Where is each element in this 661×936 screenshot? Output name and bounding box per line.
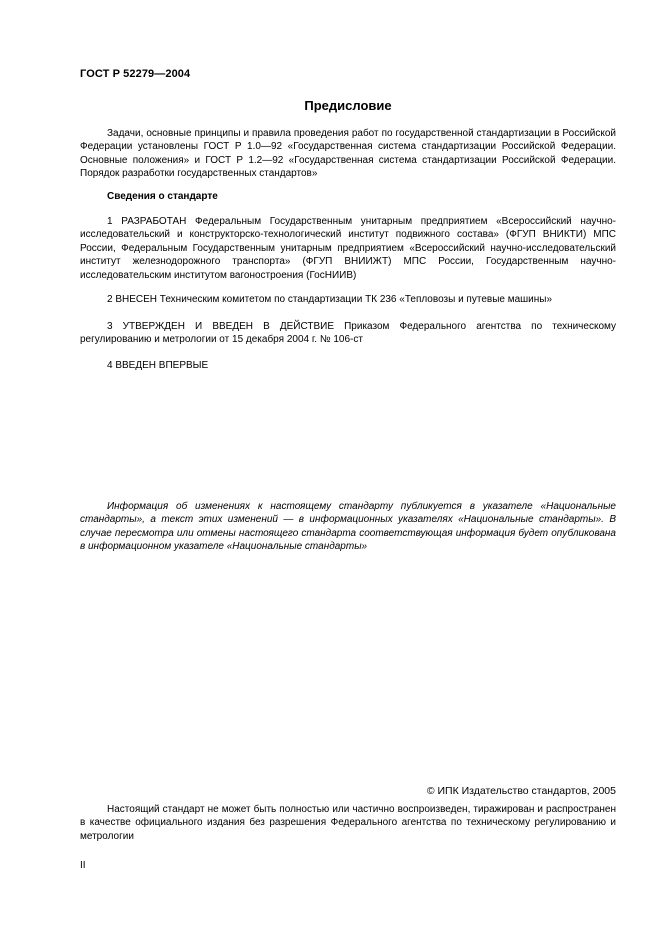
item-first-introduced: 4 ВВЕДЕН ВПЕРВЫЕ [107, 360, 209, 371]
info-note: Информация об изменениях к настоящему стандарту публикуется в указателе «Национальные стандарты», а текст этих изменений — в информационных указателях «Национальные стандарты». В случае пересмотра или отмены настоящего стандарта соответствующая информация будет опубликована в информационном указателе «Национальные стандарты» [80, 501, 616, 553]
item-developed: 1 РАЗРАБОТАН Федеральным Государственным унитарным предприятием «Всероссийский научно-исследовательский и конструкторско-технологический институт подвижного состава» (ФГУП ВНИКТИ) МПС России, Федеральным Государственным унитарным предприятием «Всероссийский научно-исследовательский институт железнодорожного транспорта» (ФГУП ВНИИЖТ) МПС России, Государственным научно-исследовательским институтом вагоностроения (ГосНИИВ) [80, 216, 616, 281]
item-introduced: 2 ВНЕСЕН Техническим комитетом по стандартизации ТК 236 «Тепловозы и путевые машины» [107, 294, 553, 305]
intro-paragraph: Задачи, основные принципы и правила проведения работ по государственной стандартизации в Российской Федерации установлены ГОСТ Р 1.0—92 «Государственная система стандартизации Российской Федерации. Основные положения» и ГОСТ Р 1.2—92 «Государственная система стандартизации Российской Федерации. Порядок разработки государственных стандартов» [80, 128, 616, 180]
page-title: Предисловие [304, 98, 392, 113]
document-code: ГОСТ Р 52279—2004 [80, 68, 191, 80]
reproduction-notice: Настоящий стандарт не может быть полностью или частично воспроизведен, тиражирован и распространен в качестве официального издания без разрешения Федерального агентства по техническому регулированию и метрологии [80, 804, 616, 842]
copyright-line: © ИПК Издательство стандартов, 2005 [426, 785, 616, 797]
item-approved: 3 УТВЕРЖДЕН И ВВЕДЕН В ДЕЙСТВИЕ Приказом Федерального агентства по техническому регулированию и метрологии от 15 декабря 2004 г. № 106-ст [80, 321, 616, 346]
section-heading: Сведения о стандарте [107, 191, 218, 202]
page-number: II [80, 860, 86, 871]
